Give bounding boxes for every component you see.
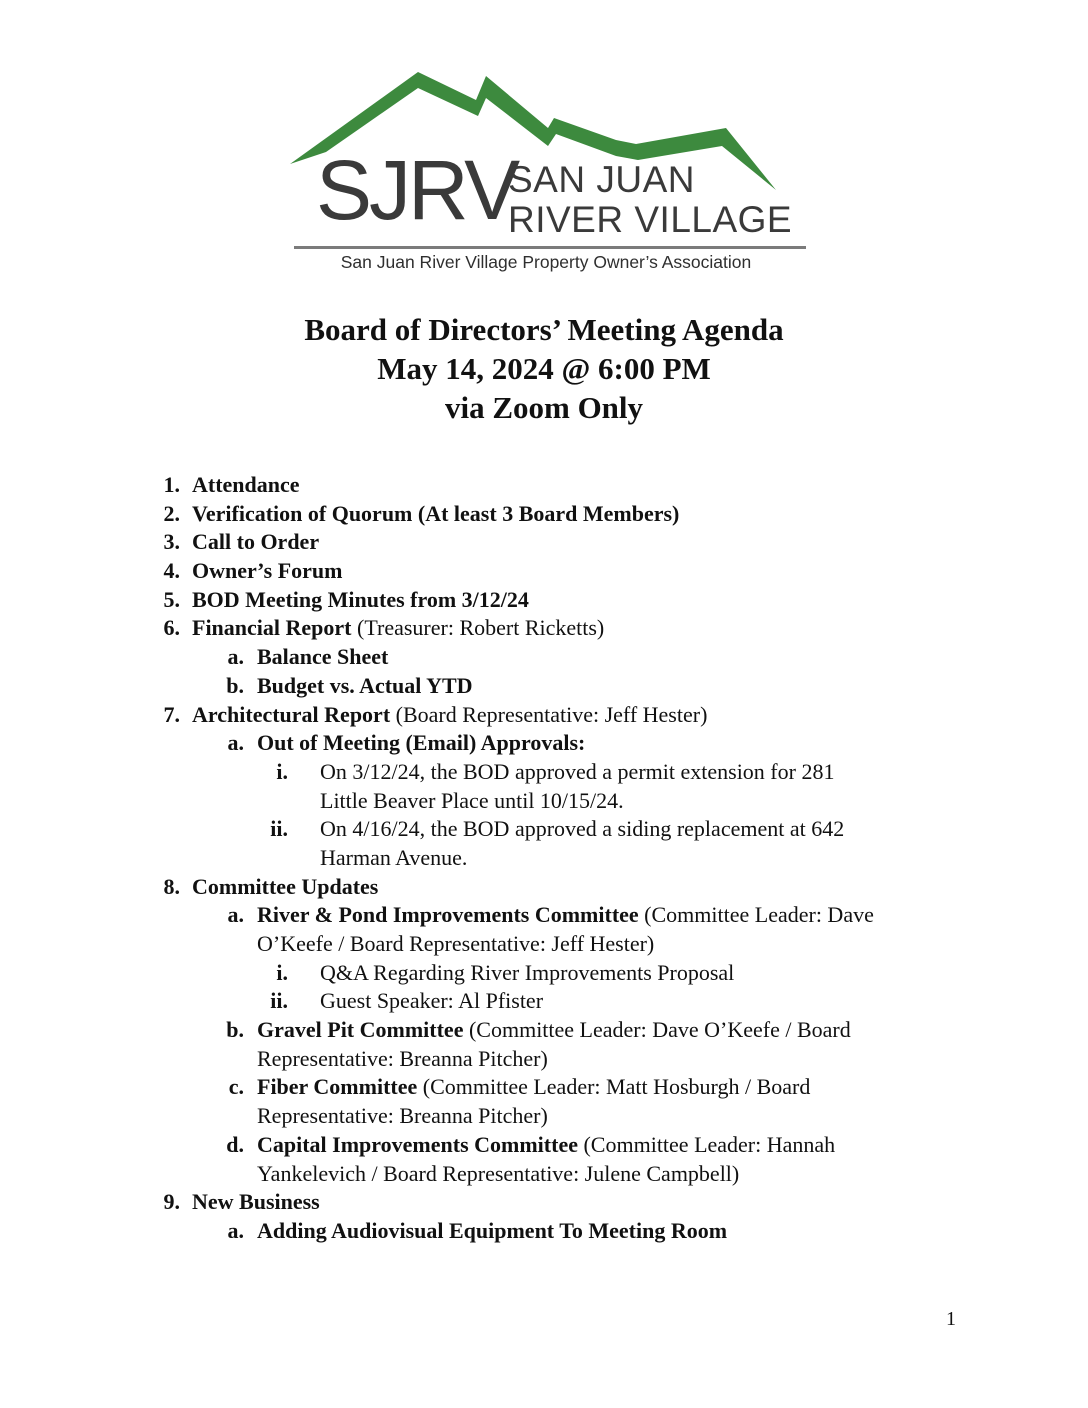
subitem-letter: d. xyxy=(226,1131,244,1157)
subitem-letter: a. xyxy=(227,902,244,928)
agenda-subitem-continued xyxy=(0,1045,1088,1074)
subitem-title: Budget vs. Actual YTD xyxy=(257,672,473,698)
page-title xyxy=(0,310,1088,427)
subsubitem-numeral: i. xyxy=(276,758,288,784)
subitem-detail: (Committee Leader: Matt Hosburgh / Board xyxy=(417,1074,811,1100)
item-number: 9. xyxy=(163,1189,180,1215)
subitem-detail: O’Keefe / Board Representative: Jeff Hester) xyxy=(257,931,655,956)
agenda-item xyxy=(0,557,1088,586)
subitem-letter: c. xyxy=(228,1074,244,1100)
item-title: Financial Report xyxy=(192,615,352,641)
subitem-title: Fiber Committee xyxy=(257,1074,418,1100)
agenda-subsubitem xyxy=(0,987,1088,1016)
agenda-subsubitem xyxy=(0,815,1088,844)
item-detail: (Treasurer: Robert Ricketts) xyxy=(351,615,605,641)
subsubitem-text: Little Beaver Place until 10/15/24. xyxy=(320,787,624,813)
item-number: 4. xyxy=(163,558,180,584)
agenda-item xyxy=(0,500,1088,529)
subitem-detail: (Committee Leader: Dave O’Keefe / Board xyxy=(463,1017,851,1043)
subsubitem-numeral: ii. xyxy=(270,988,288,1014)
agenda-subitem-continued xyxy=(0,1102,1088,1131)
subitem-detail: Yankelevich / Board Representative: Julene Campbell) xyxy=(257,1160,740,1186)
page-number: 1 xyxy=(946,1308,956,1330)
agenda-list xyxy=(0,471,1088,1246)
agenda-subitem xyxy=(0,672,1088,701)
agenda-item xyxy=(0,873,1088,902)
agenda-item xyxy=(0,528,1088,557)
subitem-title: Capital Improvements Committee xyxy=(257,1131,578,1157)
subitem-letter: a. xyxy=(227,644,244,670)
logo-tagline: San Juan River Village Property Owner’s Association xyxy=(340,252,752,272)
agenda-subsubitem xyxy=(0,959,1088,988)
agenda-subitem-continued xyxy=(0,1160,1088,1189)
item-title: Verification of Quorum (At least 3 Board Members) xyxy=(192,500,680,526)
item-number: 7. xyxy=(163,701,180,727)
sjrv-logo xyxy=(286,68,806,283)
subitem-title: River & Pond Improvements Committee xyxy=(257,902,639,928)
agenda-subitem xyxy=(0,1016,1088,1045)
item-number: 2. xyxy=(163,500,180,526)
item-detail: (Board Representative: Jeff Hester) xyxy=(390,701,708,727)
subitem-letter: a. xyxy=(227,1217,244,1243)
subitem-title: Out of Meeting (Email) Approvals: xyxy=(257,730,586,756)
subitem-letter: a. xyxy=(227,730,244,756)
agenda-item xyxy=(0,701,1088,730)
item-number: 3. xyxy=(163,529,180,555)
item-title: BOD Meeting Minutes from 3/12/24 xyxy=(192,586,529,612)
agenda-subitem xyxy=(0,729,1088,758)
agenda-subsubitem-continued xyxy=(0,844,1088,873)
agenda-item xyxy=(0,1188,1088,1217)
item-number: 1. xyxy=(163,472,180,497)
logo-name-line2: RIVER VILLAGE xyxy=(508,199,793,240)
agenda-subsubitem-continued xyxy=(0,787,1088,816)
item-title: New Business xyxy=(192,1189,320,1215)
title-line2: May 14, 2024 @ 6:00 PM xyxy=(377,351,711,386)
logo-divider xyxy=(294,246,806,249)
subitem-title: Balance Sheet xyxy=(257,644,389,670)
item-title: Owner’s Forum xyxy=(192,558,343,584)
subitem-detail: Representative: Breanna Pitcher) xyxy=(257,1045,548,1071)
agenda-subitem xyxy=(0,901,1088,930)
subsubitem-numeral: i. xyxy=(276,959,288,985)
subsubitem-numeral: ii. xyxy=(270,816,288,842)
subitem-detail: (Committee Leader: Hannah xyxy=(577,1131,836,1157)
agenda-subsubitem xyxy=(0,758,1088,787)
logo-name xyxy=(508,160,792,240)
item-number: 8. xyxy=(163,873,180,899)
subsubitem-text: On 3/12/24, the BOD approved a permit extension for 281 xyxy=(320,758,835,784)
item-number: 6. xyxy=(163,615,180,641)
agenda-subitem xyxy=(0,643,1088,672)
agenda-subitem-continued xyxy=(0,930,1088,959)
subitem-title: Gravel Pit Committee xyxy=(257,1017,464,1043)
item-title: Architectural Report xyxy=(192,701,391,727)
title-line1: Board of Directors’ Meeting Agenda xyxy=(304,312,784,347)
subitem-detail: (Committee Leader: Dave xyxy=(638,902,874,928)
agenda-item xyxy=(0,614,1088,643)
subsubitem-text: Guest Speaker: Al Pfister xyxy=(320,988,544,1014)
subitem-title: Adding Audiovisual Equipment To Meeting Room xyxy=(257,1217,728,1243)
item-title: Attendance xyxy=(192,472,300,497)
agenda-subitem xyxy=(0,1217,1088,1246)
subitem-letter: b. xyxy=(226,672,244,698)
item-title: Committee Updates xyxy=(192,873,379,899)
agenda-subitem xyxy=(0,1131,1088,1160)
title-line3: via Zoom Only xyxy=(444,390,644,425)
subsubitem-text: On 4/16/24, the BOD approved a siding replacement at 642 xyxy=(320,816,845,842)
agenda-subitem xyxy=(0,1073,1088,1102)
logo-name-line1: SAN JUAN xyxy=(508,159,695,200)
subitem-detail: Representative: Breanna Pitcher) xyxy=(257,1103,548,1129)
agenda-item xyxy=(0,471,1088,500)
item-number: 5. xyxy=(163,586,180,612)
agenda-item xyxy=(0,586,1088,615)
subsubitem-text: Q&A Regarding River Improvements Proposal xyxy=(320,959,735,985)
logo-mark: SJRV xyxy=(316,143,518,237)
subitem-letter: b. xyxy=(226,1017,244,1043)
subsubitem-text: Harman Avenue. xyxy=(320,844,468,870)
item-title: Call to Order xyxy=(192,529,320,555)
